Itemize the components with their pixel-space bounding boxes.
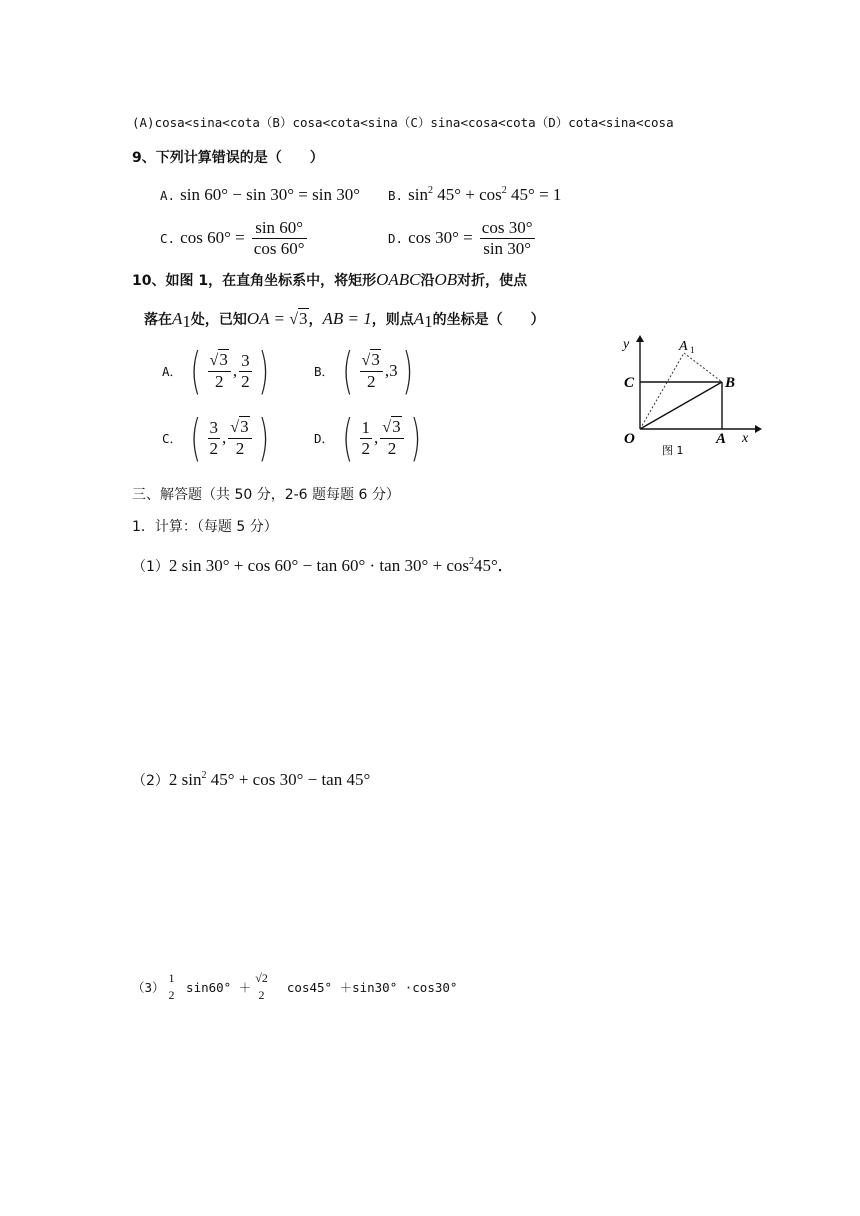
q9-b-expr: $\sin^2 45^\circ + \cos^2 45^\circ = 1$: [408, 185, 562, 204]
problem-2-expr: 2 $\sin^2 45^\circ + \cos 30^\circ - \tan 45^\circ$: [168, 770, 371, 789]
q9-option-b: [388, 185, 561, 205]
q9-option-d: [388, 218, 537, 259]
q10-option-a: A． ( $\frac{√3}{2}$ , $\frac{3}{2}$ ): [162, 342, 269, 400]
label-c: C: [624, 375, 635, 391]
problem-label: （3）: [132, 980, 165, 995]
q10-option-c: C． ( $\frac{3}{2}$ , $\frac{√3}{2}$ ): [162, 409, 269, 467]
y-axis-arrow-icon: [636, 335, 644, 342]
option-label: D.: [388, 231, 404, 246]
fraction-root2-over-2: √2 2: [255, 971, 268, 1002]
q10-option-d: D． ( $\frac{1}{2}$ , $\frac{√3}{2}$ ): [314, 409, 421, 467]
q9-stem: 9、下列计算错误的是（ ）: [132, 150, 324, 166]
label-a1-sub: 1: [690, 345, 695, 355]
q9-d-fraction: $\frac{\cos 30^\circ}{\sin 30^\circ}$: [481, 218, 533, 258]
q9-option-c: [160, 218, 309, 259]
sqrt: √3: [289, 309, 308, 328]
segment-ob: [640, 382, 722, 429]
problem-3: [132, 970, 457, 1004]
problem-label: （2）: [132, 773, 169, 789]
label-x: x: [742, 431, 749, 446]
option-label: B.: [388, 188, 404, 203]
problem-3-term1: sin60° ＋: [178, 980, 252, 995]
x-axis-arrow-icon: [755, 425, 762, 433]
option-label: A.: [160, 188, 176, 203]
problem-1-expr: 2 $\sin 30^\circ + \cos 60^\circ - \tan 60^\circ \cdot \tan 30^\circ + \cos^245^\circ$: [168, 556, 498, 575]
problem-3-term2: cos45° ＋sin30° ·cos30°: [271, 980, 458, 995]
section3-sub1: 1．计算：（每题 5 分）: [132, 519, 278, 535]
label-o: O: [624, 431, 635, 447]
label-y: y: [623, 337, 630, 352]
segment-a1b: [684, 353, 722, 382]
q10-stem-line2: 落在$A_1$处，已知OA = √3，AB = 1，则点$A_1$的坐标是（ ）: [144, 309, 545, 331]
problem-2: [132, 770, 370, 790]
option-label: C.: [160, 231, 176, 246]
q10-option-b: B． ( $\frac{√3}{2}$ , 3 ): [314, 342, 413, 400]
section3-heading: 三、解答题（共 50 分，2-6 题每题 6 分）: [132, 487, 400, 503]
q8-options: (A)cosa<sina<cota（B）cosa<cota<sina（C）sina<cosa<cota（D）cota<sina<cosa: [132, 115, 674, 130]
segment-oa1: [640, 353, 684, 429]
label-b: B: [725, 375, 736, 391]
label-a1: A: [679, 339, 688, 354]
q10-stem-line1: 10、如图 1，在直角坐标系中，将矩形OABC沿OB对折，使点: [132, 270, 528, 289]
problem-1: （1）2 $\sin 30^\circ + \cos 60^\circ - \tan 60^\circ \cdot \tan 30^\circ + \cos^245^\circ$．: [132, 556, 512, 575]
figure-caption: 图 1: [662, 444, 684, 457]
q9-c-fraction: $\frac{\sin 60^\circ}{\cos 60^\circ}$: [253, 218, 305, 258]
label-a: A: [716, 431, 727, 447]
q9-c-lhs: cos 60° =: [180, 228, 245, 247]
q9-a-expr: sin 60° − sin 30° = sin 30°: [180, 185, 360, 204]
fraction-half: 1 2: [168, 971, 175, 1002]
q9-option-a: [160, 185, 360, 205]
problem-label: （1）: [132, 559, 169, 575]
q10-figure: [610, 330, 770, 460]
q9-d-lhs: cos 30° =: [408, 228, 473, 247]
